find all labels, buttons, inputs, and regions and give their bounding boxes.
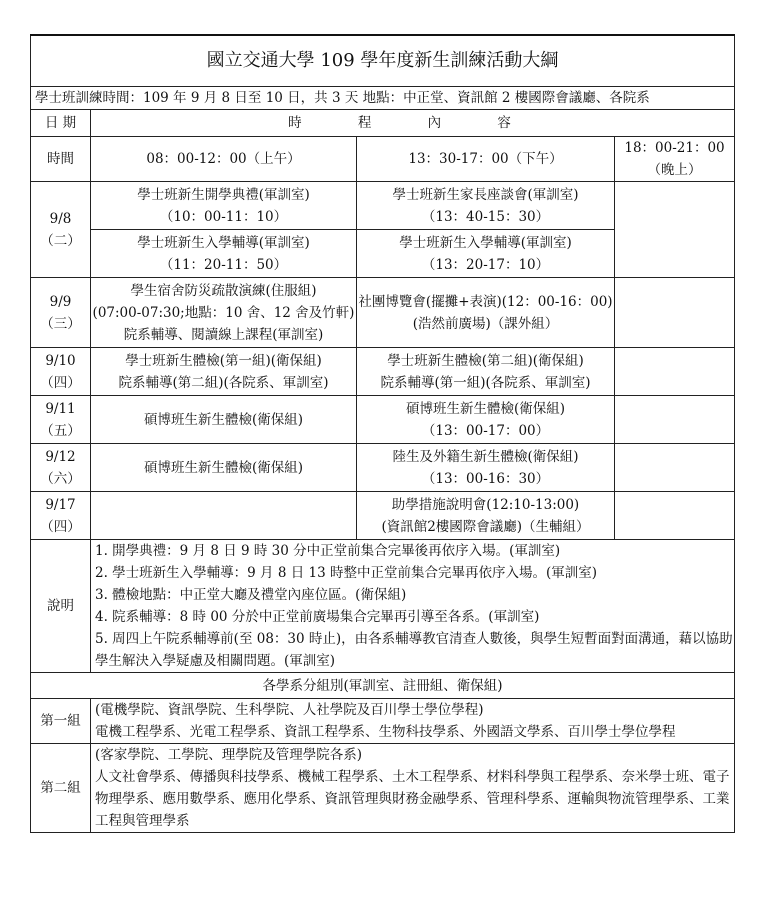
date-cell: [31, 492, 91, 540]
groups-heading: 各學系分組別(軍訓室、註冊組、衛保組): [31, 673, 735, 699]
evening-session: [615, 348, 735, 396]
date-text: 9/12: [45, 448, 76, 465]
note-item: 4. 院系輔導：8 時 00 分於中正堂前廣場集合完畢再引導至各系。(軍訓室): [95, 609, 540, 625]
session-line: 碩博班生新生體檢(衛保組): [143, 459, 304, 476]
session-line: 碩博班生新生體檢(衛保組): [143, 411, 304, 428]
note-item: 5. 周四上午院系輔導前(至 08：30 時止)，由各系輔導教官清查人數後，與學生短暫面對面溝通，藉以協助學生解決入學疑慮及相關問題。(軍訓室): [95, 631, 733, 669]
document-title: 國立交通大學 109 學年度新生訓練活動大綱: [31, 35, 735, 87]
notes-body: [91, 540, 735, 673]
evening-session: [615, 278, 735, 348]
group-label: 第一組: [31, 699, 91, 744]
afternoon-session: [357, 492, 615, 540]
note-item: 3. 體檢地點：中正堂大廳及禮堂內座位區。(衛保組): [95, 587, 407, 603]
session-line: 學士班新生入學輔導(軍訓室): [399, 234, 572, 251]
session-line: 助學措施說明會(12:10-13:00): [391, 496, 580, 513]
group-colleges: (客家學院、工學院、理學院及管理學院各系): [95, 747, 363, 763]
session-line: 學士班新生開學典禮(軍訓室): [137, 186, 310, 203]
morning-session: [91, 492, 357, 540]
morning-session: [91, 182, 357, 230]
group-body: [91, 699, 735, 744]
note-item: 2. 學士班新生入學輔導：9 月 8 日 13 時整中正堂前集合完畢再依序入場。(軍訓室): [95, 565, 598, 581]
training-info: 學士班訓練時間：109 年 9 月 8 日至 10 日，共 3 天 地點：中正堂、資訊館 2 樓國際會議廳、各院系: [31, 87, 735, 110]
date-cell: [31, 182, 91, 278]
date-text: 9/10: [45, 352, 76, 369]
session-line: 學士班新生入學輔導(軍訓室): [137, 234, 310, 251]
weekday-text: （四）: [40, 374, 81, 391]
date-cell: [31, 348, 91, 396]
morning-session: [91, 396, 357, 444]
afternoon-session: [357, 348, 615, 396]
evening-session: [615, 396, 735, 444]
group-colleges: (電機學院、資訊學院、生科學院、人社學院及百川學士學位學程): [95, 702, 484, 718]
weekday-text: （二）: [40, 232, 81, 249]
evening-session: [615, 444, 735, 492]
date-text: 9/8: [49, 210, 72, 227]
morning-session: [91, 444, 357, 492]
afternoon-session: [357, 230, 615, 278]
afternoon-session: [357, 278, 615, 348]
session-line: 學士班新生家長座談會(軍訓室): [392, 186, 579, 203]
afternoon-session: [357, 396, 615, 444]
time-row-label: 時間: [31, 137, 91, 182]
session-line: (浩然前廣場)（課外組）: [412, 315, 559, 332]
session-line: 院系輔導、閱讀線上課程(軍訓室): [123, 326, 324, 343]
session-line: 社團博覽會(擺攤+表演)(12：00-16：00): [358, 293, 613, 310]
session-line: 學士班新生體檢(第二組)(衛保組): [387, 352, 584, 369]
evening-time-label: （晚上）: [647, 162, 702, 178]
notes-label: 說明: [31, 540, 91, 673]
session-line: （13：20-17：10）: [421, 256, 550, 273]
date-text: 9/17: [45, 496, 76, 513]
session-line: （10：00-11：10）: [159, 208, 288, 225]
date-column-header: 日 期: [31, 110, 91, 137]
session-line: 院系輔導(第一組)(各院系、軍訓室): [380, 374, 591, 391]
session-line: （13：00-17：00）: [421, 422, 550, 439]
weekday-text: （三）: [40, 315, 81, 332]
evening-time-range: 18：00-21：00: [624, 140, 725, 156]
morning-session: [91, 278, 357, 348]
afternoon-time-slot: 13：30-17：00（下午）: [357, 137, 615, 182]
weekday-text: （四）: [40, 518, 81, 535]
session-line: (07:00-07:30;地點：10 舍、12 舍及竹軒): [92, 304, 355, 321]
group-label: 第二組: [31, 744, 91, 833]
session-line: 碩博班生新生體檢(衛保組): [405, 400, 566, 417]
morning-time-slot: 08：00-12：00（上午）: [91, 137, 357, 182]
group-body: [91, 744, 735, 833]
session-line: 陸生及外籍生新生體檢(衛保組): [392, 448, 579, 465]
schedule-column-header: 時 程 內 容: [91, 110, 735, 137]
date-cell: [31, 278, 91, 348]
date-text: 9/11: [45, 400, 76, 417]
group-departments: 電機工程學系、光電工程學系、資訊工程學系、生物科技學系、外國語文學系、百川學士學位學程: [95, 724, 676, 740]
date-text: 9/9: [49, 293, 72, 310]
evening-session: [615, 492, 735, 540]
evening-session: [615, 182, 735, 278]
weekday-text: （五）: [40, 422, 81, 439]
date-cell: [31, 444, 91, 492]
session-line: (資訊館2樓國際會議廳)（生輔組）: [381, 518, 590, 535]
morning-session: [91, 348, 357, 396]
session-line: （11：20-11：50）: [159, 256, 288, 273]
session-line: 學生宿舍防災疏散演練(住服組): [130, 282, 317, 299]
afternoon-session: [357, 182, 615, 230]
session-line: 學士班新生體檢(第一組)(衛保組): [125, 352, 322, 369]
date-cell: [31, 396, 91, 444]
session-line: （13：40-15：30）: [421, 208, 550, 225]
session-line: 院系輔導(第二組)(各院系、軍訓室): [118, 374, 329, 391]
morning-session: [91, 230, 357, 278]
schedule-table: [30, 34, 735, 833]
evening-time-slot: [615, 137, 735, 182]
group-departments: 人文社會學系、傳播與科技學系、機械工程學系、土木工程學系、材料科學與工程學系、奈米學士班、電子物理學系、應用數學系、應用化學系、資訊管理與財務金融學系、管理科學系、運輸與物流管理學系、工業工程與管理學系: [95, 769, 730, 829]
afternoon-session: [357, 444, 615, 492]
note-item: 1. 開學典禮：9 月 8 日 9 時 30 分中正堂前集合完畢後再依序入場。(軍訓室): [95, 543, 561, 559]
weekday-text: （六）: [40, 470, 81, 487]
session-line: （13：00-16：30）: [421, 470, 550, 487]
